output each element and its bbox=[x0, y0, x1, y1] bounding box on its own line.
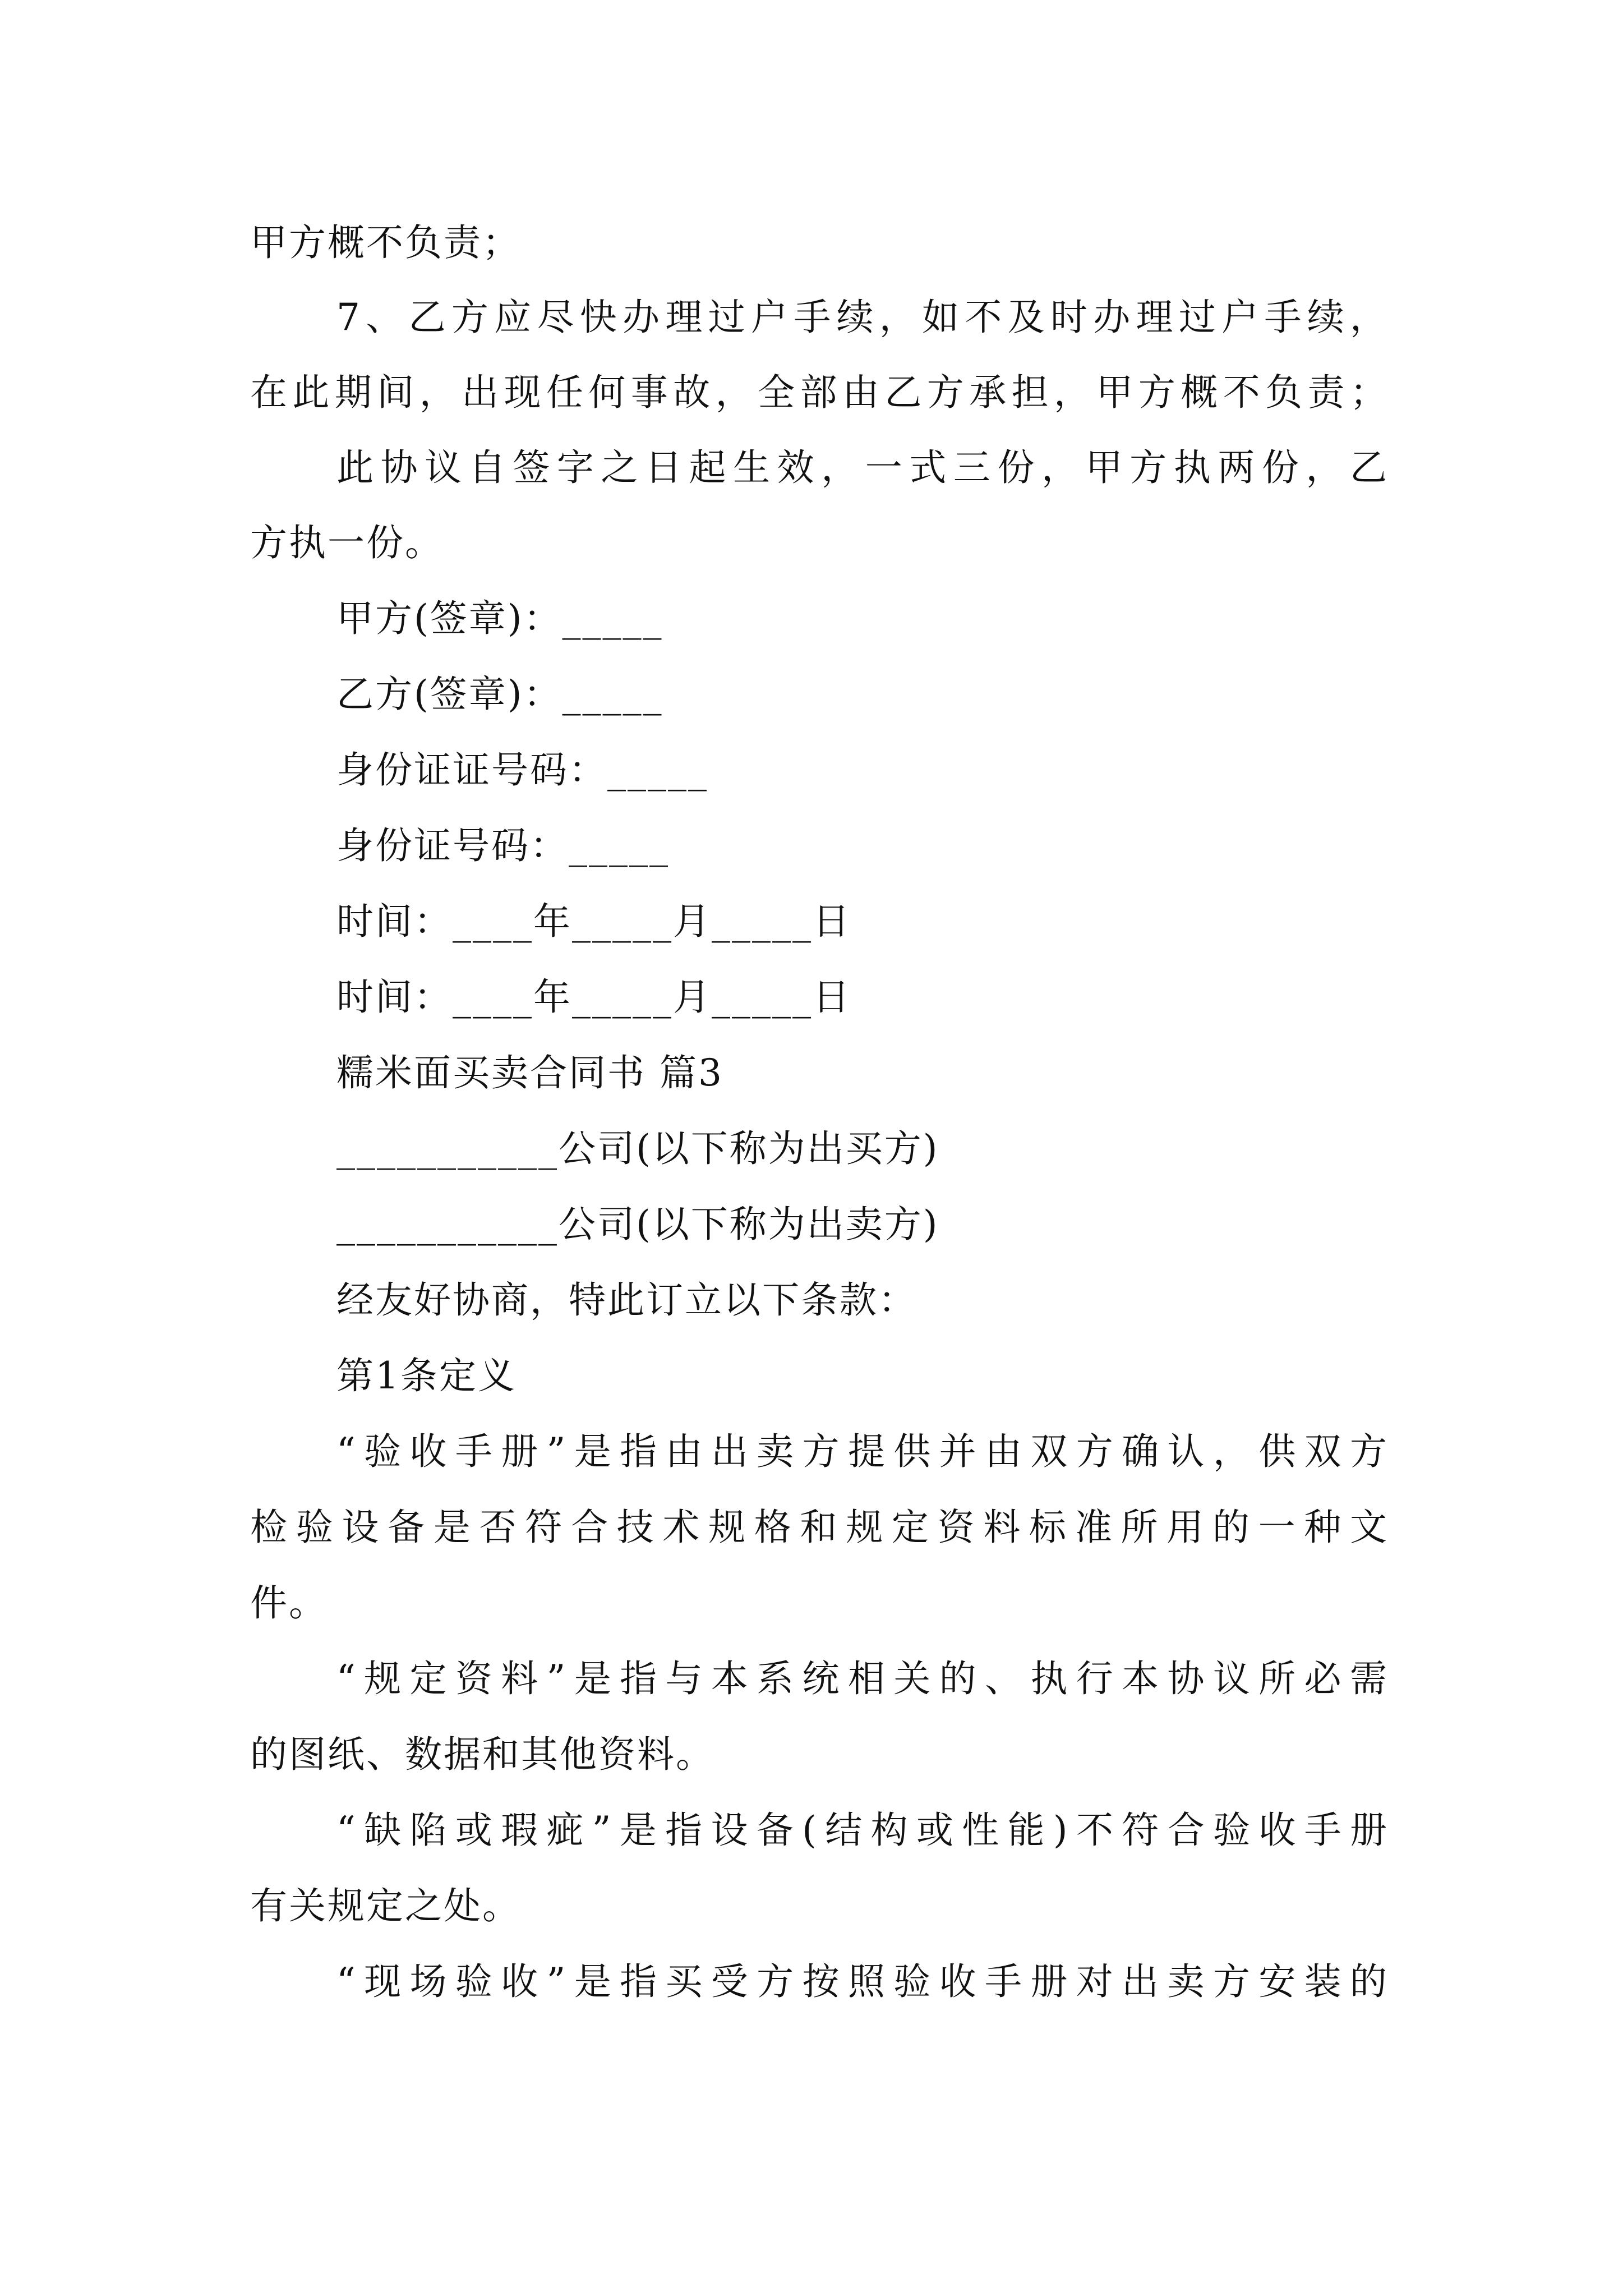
date-line: 时间：____年_____月_____日 bbox=[336, 976, 851, 1019]
signature-line: 身份证证号码：_____ bbox=[336, 748, 708, 792]
paragraph-line: “现场验收”是指买受方按照验收手册对出卖方安装的 bbox=[336, 1960, 1389, 2003]
paragraph-line: 此协议自签字之日起生效，一式三份，甲方执两份，乙 bbox=[336, 446, 1389, 489]
paragraph-line: 甲方概不负责； bbox=[250, 221, 521, 264]
section-heading: 糯米面买卖合同书 篇3 bbox=[336, 1051, 723, 1094]
article-heading: 第1条定义 bbox=[336, 1354, 517, 1397]
paragraph-line: 方执一份。 bbox=[250, 521, 444, 564]
paragraph-line: 的图纸、数据和其他资料。 bbox=[250, 1733, 714, 1776]
party-line: ___________公司(以下称为出买方) bbox=[336, 1127, 939, 1170]
signature-line: 甲方(签章)：_____ bbox=[336, 597, 663, 640]
paragraph-line: 有关规定之处。 bbox=[250, 1884, 521, 1927]
paragraph-line: “验收手册”是指由出卖方提供并由双方确认，供双方 bbox=[336, 1430, 1389, 1473]
paragraph-line: 7、乙方应尽快办理过户手续，如不及时办理过户手续， bbox=[336, 296, 1389, 339]
paragraph-line: 经友好协商，特此订立以下条款： bbox=[336, 1278, 917, 1322]
paragraph-line: 件。 bbox=[250, 1581, 328, 1625]
paragraph-line: “规定资料”是指与本系统相关的、执行本协议所必需 bbox=[336, 1657, 1389, 1700]
paragraph-line: 在此期间，出现任何事故，全部由乙方承担，甲方概不负责； bbox=[250, 371, 1389, 414]
signature-line: 身份证号码：_____ bbox=[336, 824, 670, 867]
paragraph-line: 检验设备是否符合技术规格和规定资料标准所用的一种文 bbox=[250, 1506, 1389, 1549]
paragraph-line: “缺陷或瑕疵”是指设备(结构或性能)不符合验收手册 bbox=[336, 1809, 1389, 1852]
party-line: ___________公司(以下称为出卖方) bbox=[336, 1203, 939, 1246]
signature-line: 乙方(签章)：_____ bbox=[336, 673, 663, 716]
date-line: 时间：____年_____月_____日 bbox=[336, 900, 851, 943]
